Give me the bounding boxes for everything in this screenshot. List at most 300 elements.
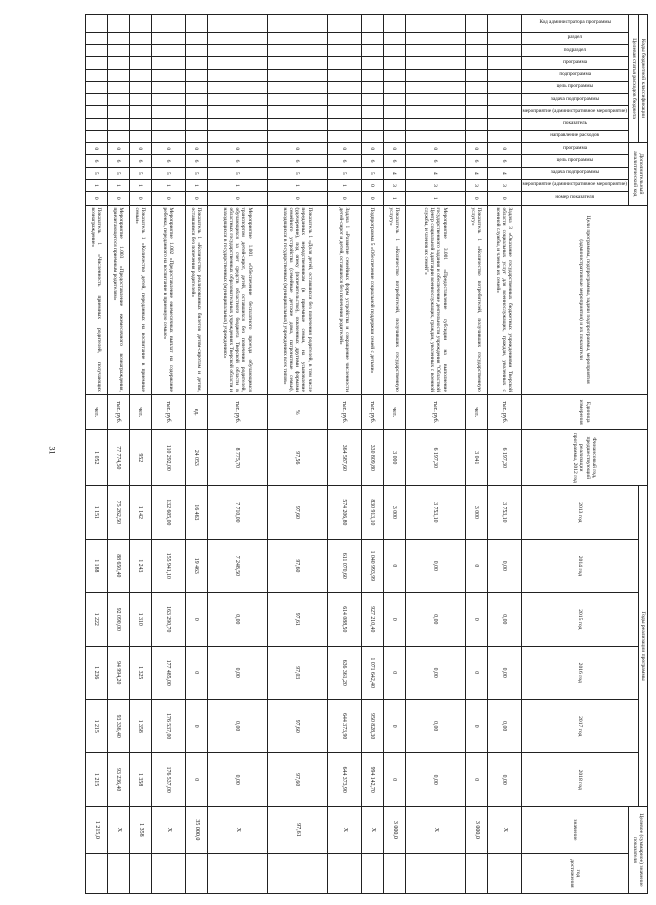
target-code-cell	[85, 130, 107, 142]
year-value-cell: 7 710,00	[207, 486, 267, 539]
code-cell	[185, 57, 207, 69]
base-year-value-cell: 3 041	[465, 430, 487, 486]
unit-cell: чел.	[383, 394, 405, 430]
code-cell	[487, 106, 521, 118]
year-value-cell: 644 373,90	[327, 753, 361, 807]
year-value-cell: 97,60	[267, 699, 327, 752]
extra-code-cell: 6	[85, 155, 107, 167]
table-row	[207, 15, 267, 894]
code-cell	[151, 57, 185, 69]
code-cell	[465, 118, 487, 130]
code-cell	[151, 15, 185, 33]
year-value-cell: 614 088,50	[327, 593, 361, 646]
code-cell	[361, 32, 383, 44]
unit-cell: тыс. руб.	[327, 394, 361, 430]
code-cell	[465, 57, 487, 69]
year-value-cell: 0	[465, 753, 487, 807]
code-cell	[129, 81, 151, 93]
code-col-header	[521, 94, 629, 106]
year-value-cell: 0	[383, 646, 405, 699]
code-col-label: мероприятие (административное мероприятие)	[522, 107, 628, 114]
extra-code-cell: 0	[185, 143, 207, 155]
code-cell	[207, 32, 267, 44]
code-cell	[465, 106, 487, 118]
extra-code-cell: 0	[107, 143, 129, 155]
code-cell	[207, 57, 267, 69]
target-code-cell	[129, 130, 151, 142]
extra-code-cell: 4	[405, 167, 465, 179]
year-value-cell: 1 215	[85, 699, 107, 752]
code-col-label: раздел	[567, 34, 583, 41]
code-cell	[405, 118, 465, 130]
year-value-cell: 0,00	[207, 699, 267, 752]
year-value-cell: 97,61	[267, 593, 327, 646]
code-cell	[85, 15, 107, 33]
base-year-value-cell: 97,56	[267, 430, 327, 486]
year-value-cell: 0,00	[405, 699, 465, 752]
code-cell	[185, 15, 207, 33]
code-cell	[207, 106, 267, 118]
year-value-cell: 0	[383, 593, 405, 646]
year-value-cell: 927 210,40	[361, 593, 383, 646]
year-value-cell: 132 605,00	[151, 486, 185, 539]
code-cell	[361, 118, 383, 130]
target-year-cell	[151, 853, 185, 893]
extra-code-cell: 1	[129, 179, 151, 191]
table-row	[465, 15, 487, 894]
target-value-cell: 1 358	[129, 806, 151, 853]
year-value-cell: 92 090,00	[107, 593, 129, 646]
unit-cell: тыс. руб.	[207, 394, 267, 430]
extra-code-cell: 3	[487, 179, 521, 191]
item-name-cell: Мероприятие 1.001 «Обеспечение бесплатного проезда обучающимся транспортом детей-сирот, детей, оставшихся без попечения родителей, обучающихся за счет средств областного бюджета Тверской области в областных государственных образовательных учреждениях Тверской области и находящихся в государственных (муниципальных) учреждениях»	[207, 205, 267, 394]
year-value-cell: 97,60	[267, 539, 327, 592]
year-value-cell: 1 215	[85, 753, 107, 807]
extra-code-cell: 4	[465, 167, 487, 179]
extra-code-cell: 3	[465, 179, 487, 191]
year-value-cell: 93 336,40	[107, 699, 129, 752]
code-cell	[207, 45, 267, 57]
code-cell	[361, 106, 383, 118]
code-cell	[383, 118, 405, 130]
year-value-cell: 97,60	[267, 486, 327, 539]
extra-col-label: мероприятие (административное мероприятие)	[522, 181, 628, 188]
code-cell	[327, 69, 361, 81]
target-value-cell: 97,61	[267, 806, 327, 853]
code-cell	[327, 94, 361, 106]
target-code-cell	[107, 130, 129, 142]
target-value-cell: 3 000,0	[383, 806, 405, 853]
extra-code-cell: 1	[151, 179, 185, 191]
extra-code-cell: 1	[405, 192, 465, 205]
code-cell	[383, 57, 405, 69]
code-cell	[465, 32, 487, 44]
extra-code-cell: 0	[107, 192, 129, 205]
year-value-cell: 0	[383, 699, 405, 752]
year-value-cell: 0,00	[405, 753, 465, 807]
extra-col-label: задача подпрограммы	[550, 169, 599, 176]
year-value-cell: 1 358	[129, 699, 151, 752]
table-row	[129, 15, 151, 894]
code-cell	[361, 57, 383, 69]
year-value-cell: 0,00	[487, 593, 521, 646]
unit-cell: чел.	[465, 394, 487, 430]
code-cell	[383, 81, 405, 93]
year-value-cell: 19 463	[185, 539, 207, 592]
extra-code-cell: 0	[327, 192, 361, 205]
year-value-cell: 177 485,00	[151, 646, 185, 699]
target-value-cell: X	[487, 806, 521, 853]
code-cell	[207, 94, 267, 106]
code-col-header	[521, 81, 629, 93]
target-col-header	[521, 130, 629, 142]
extra-col-header	[521, 155, 629, 167]
code-cell	[383, 32, 405, 44]
code-cell	[85, 118, 107, 130]
code-cell	[129, 118, 151, 130]
target-value-cell: X	[107, 806, 129, 853]
code-col-label: Код администратора программы	[539, 19, 611, 26]
code-cell	[151, 69, 185, 81]
base-year-value-cell: 3 000	[383, 430, 405, 486]
year-value-cell: 0,00	[487, 539, 521, 592]
extra-code-cell: 0	[207, 143, 267, 155]
extra-code-cell: 1	[107, 179, 129, 191]
code-cell	[129, 45, 151, 57]
code-col-label: программа	[562, 58, 587, 65]
year-value-cell: 3 000	[383, 486, 405, 539]
extra-code-cell: 6	[327, 155, 361, 167]
code-col-header	[521, 57, 629, 69]
year-value-cell: 0	[465, 646, 487, 699]
year-value-cell: 611 070,60	[327, 539, 361, 592]
base-year-value-cell: 8 775,70	[207, 430, 267, 486]
extra-code-header: Дополнительный аналитический код	[629, 143, 648, 205]
code-cell	[151, 118, 185, 130]
code-cell	[267, 106, 327, 118]
code-cell	[327, 32, 361, 44]
code-cell	[361, 81, 383, 93]
year-value-cell: 97,60	[267, 753, 327, 807]
table-row	[85, 15, 107, 894]
base-year-value-cell: 364 587,60	[327, 430, 361, 486]
year-value-cell: 574 206,80	[327, 486, 361, 539]
table-row	[361, 15, 383, 894]
code-cell	[361, 45, 383, 57]
year-value-cell: 0,00	[487, 646, 521, 699]
code-cell	[129, 94, 151, 106]
code-cell	[207, 118, 267, 130]
target-code-cell	[185, 130, 207, 142]
extra-code-cell: 0	[327, 143, 361, 155]
year-value-cell: 0	[383, 753, 405, 807]
code-cell	[405, 94, 465, 106]
year-value-cell: 0	[465, 539, 487, 592]
extra-code-cell: 1	[185, 179, 207, 191]
year-value-cell: 1 243	[129, 539, 151, 592]
year-value-cell: 1 222	[85, 593, 107, 646]
extra-code-cell: 6	[267, 155, 327, 167]
code-cell	[405, 81, 465, 93]
extra-code-cell: 6	[383, 155, 405, 167]
year-value-cell: 176 537,00	[151, 699, 185, 752]
year-value-cell: 994 142,70	[361, 753, 383, 807]
year-value-cell: 0,00	[405, 539, 465, 592]
code-cell	[487, 81, 521, 93]
code-cell	[383, 45, 405, 57]
code-cell	[151, 32, 185, 44]
code-cell	[267, 32, 327, 44]
extra-code-cell: 6	[107, 155, 129, 167]
code-cell	[405, 57, 465, 69]
extra-code-cell: 0	[361, 192, 383, 205]
code-cell	[129, 15, 151, 33]
code-cell	[267, 45, 327, 57]
unit-cell: тыс. руб.	[151, 394, 185, 430]
code-cell	[383, 94, 405, 106]
code-col-label: задача подпрограммы	[550, 95, 599, 102]
year-value-cell: 16 463	[185, 486, 207, 539]
extra-code-cell: 5	[361, 167, 383, 179]
header-row-1	[638, 15, 647, 894]
code-cell	[361, 15, 383, 33]
code-cell	[267, 94, 327, 106]
unit-cell: ед.	[185, 394, 207, 430]
code-cell	[361, 94, 383, 106]
code-cell	[107, 106, 129, 118]
target-code-cell	[361, 130, 383, 142]
code-cell	[267, 69, 327, 81]
year-value-cell: 3 753,10	[405, 486, 465, 539]
target-value-cell: 35 000,0	[185, 806, 207, 853]
extra-code-cell: 0	[185, 192, 207, 205]
code-cell	[85, 32, 107, 44]
target-year-cell	[267, 853, 327, 893]
extra-code-cell: 0	[129, 143, 151, 155]
code-cell	[465, 81, 487, 93]
year-value-cell: 0,00	[207, 646, 267, 699]
target-year-cell	[405, 853, 465, 893]
code-cell	[185, 106, 207, 118]
code-cell	[185, 94, 207, 106]
code-cell	[85, 45, 107, 57]
code-col-label: цель программы	[556, 83, 594, 90]
code-cell	[405, 106, 465, 118]
code-cell	[151, 94, 185, 106]
target-code-cell	[267, 130, 327, 142]
target-code-cell	[383, 130, 405, 142]
year-value-cell: 75 262,50	[107, 486, 129, 539]
year-value-cell: 644 373,90	[327, 699, 361, 752]
unit-cell: чел.	[85, 394, 107, 430]
code-cell	[107, 81, 129, 93]
code-cell	[129, 57, 151, 69]
item-name-cell: Подпрограмма 5 «Обеспечение социальной поддержки семей с детьми»	[361, 205, 383, 394]
code-col-label: показатель	[562, 120, 587, 127]
unit-cell: тыс. руб.	[405, 394, 465, 430]
base-year-value-cell: 330 809,80	[361, 430, 383, 486]
code-col-header	[521, 118, 629, 130]
base-year-value-cell: 24 053	[185, 430, 207, 486]
code-cell	[465, 94, 487, 106]
code-cell	[85, 94, 107, 106]
code-cell	[151, 45, 185, 57]
year-value-cell: 0	[185, 593, 207, 646]
target-col-label: направление расходов	[550, 132, 600, 139]
year-value-cell: 3 753,10	[487, 486, 521, 539]
code-cell	[361, 69, 383, 81]
year-value-cell: 1 071 642,40	[361, 646, 383, 699]
extra-code-cell: 0	[487, 192, 521, 205]
year-value-cell: 1 188	[85, 539, 107, 592]
item-name-cell: Задача 3 «Оказание государственных бюджетных учреждениями Тверской области социальных услуг для военнослужащих, граждан, уволенных с военной службы, и членов их семей»	[487, 205, 521, 394]
table-body	[85, 15, 521, 894]
year-value-cell: 1 040 993,99	[361, 539, 383, 592]
extra-code-cell: 5	[151, 167, 185, 179]
year-value-cell: 0	[185, 753, 207, 807]
code-cell	[185, 81, 207, 93]
code-cell	[85, 106, 107, 118]
extra-code-cell: 0	[85, 192, 107, 205]
extra-code-cell: 3	[405, 179, 465, 191]
year-value-cell: 1 142	[129, 486, 151, 539]
target-year-cell	[185, 853, 207, 893]
unit-cell: тыс. руб.	[487, 394, 521, 430]
table-row	[487, 15, 521, 894]
year-value-cell: 1 236	[85, 646, 107, 699]
code-cell	[185, 45, 207, 57]
target-year-cell	[465, 853, 487, 893]
item-name-cell: Показатель 1 «Доля детей, оставшихся без попечения родителей, в том числе переданных неродственникам (в приемные семьи, на усыновление (удочерение), под опеку (попечительство), охваченных другими формами семейного устройства (семейные детские дома, патронатные семьи), находящихся в государственных (муниципальных) учреждениях всех типов»	[267, 205, 327, 394]
base-year-value-cell: 1 052	[85, 430, 107, 486]
year-value-cell: 830 913,10	[361, 486, 383, 539]
code-cell	[107, 32, 129, 44]
unit-cell: тыс. руб.	[107, 394, 129, 430]
target-group-header: Целевое (суммарное) значение показателя	[629, 806, 648, 893]
rotated-table-page	[72, 0, 656, 905]
code-cell	[465, 69, 487, 81]
year-value-cell: 93 236,40	[107, 753, 129, 807]
extra-code-cell: 6	[487, 155, 521, 167]
year-value-cell: 94 994,20	[107, 646, 129, 699]
code-cell	[207, 15, 267, 33]
year-value-cell: 0	[383, 539, 405, 592]
code-cell	[327, 15, 361, 33]
code-cell	[207, 81, 267, 93]
year-value-cell: 155 941,10	[151, 539, 185, 592]
code-cell	[487, 45, 521, 57]
extra-code-cell: 0	[129, 192, 151, 205]
year-header: 2018 год	[521, 753, 638, 807]
extra-code-cell: 5	[85, 167, 107, 179]
code-cell	[383, 106, 405, 118]
target-value-cell: X	[327, 806, 361, 853]
item-name-cell: Показатель 1 «Количество потребителей, получивших государственную услугу»	[383, 205, 405, 394]
item-name-cell: Показатель 1 «Количество реализованных билетов детям-сиротам и детям, оставшимся без попечения родителей»	[185, 205, 207, 394]
target-year-cell	[327, 853, 361, 893]
year-value-cell: 0,00	[487, 699, 521, 752]
extra-col-label: номер показателя	[555, 194, 595, 201]
year-value-cell: 0	[185, 646, 207, 699]
code-cell	[487, 94, 521, 106]
code-cell	[107, 69, 129, 81]
code-cell	[85, 57, 107, 69]
code-cell	[405, 15, 465, 33]
extra-code-cell: 6	[361, 155, 383, 167]
item-name-cell: Мероприятие 3.001 «Предоставление субсидии на выполнение государственного задания и обеспечение деятельности учреждения "Областной Центр социальной адаптации военнослужащих, граждан, уволенных с военной службы, и членов их семей"»	[405, 205, 465, 394]
item-name-cell: Показатель 1 «Количество потребителей, получивших государственную услугу»	[465, 205, 487, 394]
page-number: 31	[47, 446, 57, 455]
extra-code-cell: 1	[383, 192, 405, 205]
extra-col-header	[521, 179, 629, 191]
target-code-cell	[327, 130, 361, 142]
year-header: 2015 год	[521, 593, 638, 646]
code-cell	[487, 57, 521, 69]
year-value-cell: 0,00	[487, 753, 521, 807]
base-year-value-cell: 6 197,30	[405, 430, 465, 486]
extra-code-cell: 5	[129, 167, 151, 179]
extra-code-cell: 3	[383, 179, 405, 191]
code-col-header	[521, 32, 629, 44]
year-value-cell: 950 828,30	[361, 699, 383, 752]
target-value-cell: X	[405, 806, 465, 853]
extra-code-cell: 4	[487, 167, 521, 179]
code-cell	[107, 118, 129, 130]
base-year-value-cell: 110 292,00	[151, 430, 185, 486]
extra-code-cell: 0	[487, 143, 521, 155]
table-row	[185, 15, 207, 894]
code-col-header	[521, 15, 629, 33]
code-cell	[267, 118, 327, 130]
code-cell	[327, 45, 361, 57]
table-row	[383, 15, 405, 894]
year-value-cell: 1 151	[85, 486, 107, 539]
code-cell	[487, 15, 521, 33]
target-code-cell	[487, 130, 521, 142]
extra-code-cell: 1	[267, 179, 327, 191]
extra-code-cell: 6	[129, 155, 151, 167]
target-year-cell	[383, 853, 405, 893]
code-cell	[267, 81, 327, 93]
target-value-cell: X	[361, 806, 383, 853]
extra-code-cell: 1	[85, 179, 107, 191]
base-year-value-cell: 77 774,50	[107, 430, 129, 486]
extra-code-cell: 5	[107, 167, 129, 179]
year-value-cell: 0,00	[207, 593, 267, 646]
code-cell	[327, 118, 361, 130]
code-cell	[185, 32, 207, 44]
year-value-cell: 7 248,50	[207, 539, 267, 592]
unit-column-header: Единица измерения	[521, 394, 647, 430]
year-value-cell: 163 290,70	[151, 593, 185, 646]
code-col-header	[521, 69, 629, 81]
item-name-cell: Мероприятие 1.002 «Предоставление ежемесячных выплат на содержание ребенка, переданного на воспитание в приемную семью»	[151, 205, 185, 394]
year-value-cell: 1 358	[129, 753, 151, 807]
year-value-cell: 1 310	[129, 593, 151, 646]
code-cell	[487, 69, 521, 81]
code-cell	[327, 57, 361, 69]
table-row	[151, 15, 185, 894]
base-year-value-cell: 6 197,30	[487, 430, 521, 486]
code-cell	[267, 15, 327, 33]
code-col-label: подраздел	[563, 46, 587, 53]
extra-code-cell: 0	[207, 192, 267, 205]
target-year-cell	[107, 853, 129, 893]
fiscal-year-column-header: Финансовый год, предшествующий реализации программы, 2012 год	[521, 430, 647, 486]
target-year-cell	[487, 853, 521, 893]
year-value-cell: 176 537,00	[151, 753, 185, 807]
target-value-cell: X	[207, 806, 267, 853]
